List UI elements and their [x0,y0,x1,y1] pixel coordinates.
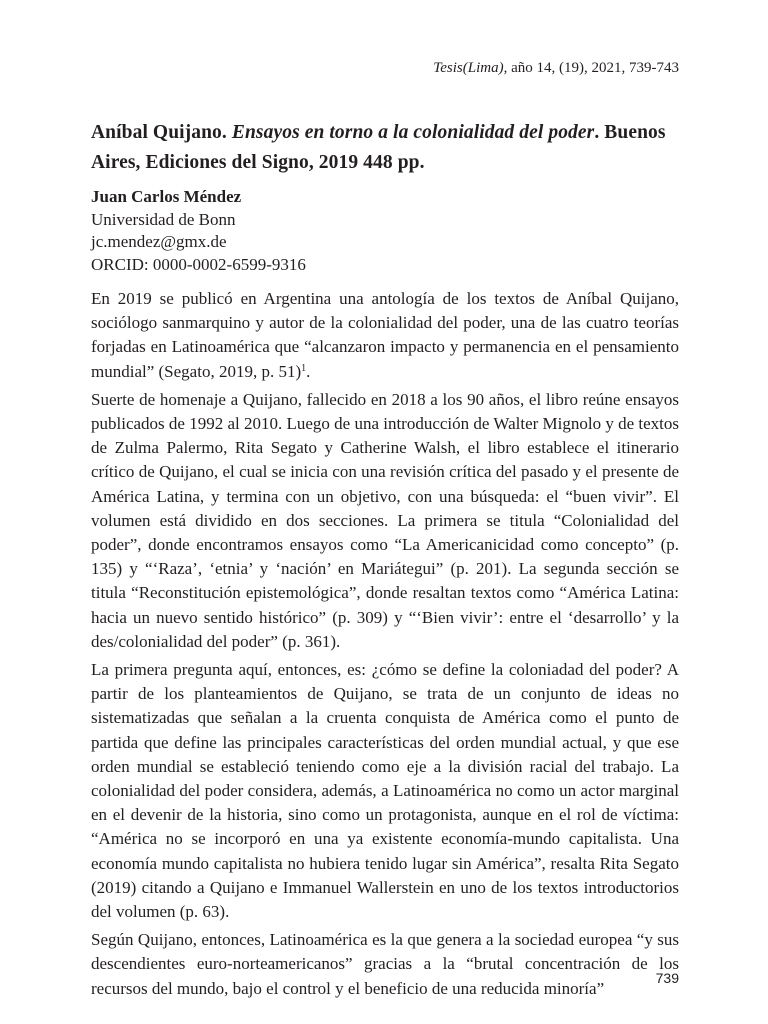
reviewed-author: Aníbal Quijano. [91,122,227,143]
paragraph-2: Suerte de homenaje a Quijano, fallecido en 2018 a los 90 años, el libro reúne ensayos publicados de 1992 al 2010. Luego de una introducción de Walter Mignolo y de textos de Zulma Palermo, Rita Segato y Catherine Walsh, el libro establece el itinerario crítico de Quijano, el cual se inicia con una revisión crítica del pasado y el presente de América Latina, y termina con un objetivo, con una búsqueda: el “buen vivir”. El volumen está dividido en dos secciones. La primera se titula “Colonialidad del poder”, donde encontramos ensayos como “La Americanicidad como concepto” (p. 135) y “‘Raza’, ‘etnia’ y ‘nación’ en Mariátegui” (p. 201). La segunda sección se titula “Reconstitución epistemológica”, donde resaltan textos como “América Latina: hacia un nuevo sentido histórico” (p. 309) y “‘Bien vivir’: entre el ‘desarrollo’ y la des/colonialidad del poder” (p. 361). [91,389,679,651]
journal-name: Tesis(Lima) [433,60,504,76]
reviewer-email: jc.mendez@gmx.de [91,232,227,251]
footnote-marker: 1 [301,362,307,374]
paragraph-1-text: En 2019 se publicó en Argentina una antología de los textos de Aníbal Quijano, sociólogo sanmarquino y autor de la colonialidad del poder, una de las cuatro teorías forjadas en Latinoamérica que “alcanzaron impacto y permanencia en el pensamiento mundial” (Segato, 2019, p. 51) [91,289,679,381]
publication-details: . Buenos Aires, Ediciones del Signo, 2019 448 pp. [91,122,666,173]
reviewer-affiliation: Universidad de Bonn [91,209,236,229]
paragraph-4: Según Quijano, entonces, Latinoamérica es la que genera a la sociedad europea “y sus descendientes euro-norteamericanos” gracias a la “brutal concentración de los recursos del mundo, bajo el control y el beneficio de una reducida minoría” [91,930,679,998]
reviewer-orcid: ORCID: 0000-0002-6599-9316 [91,254,306,274]
paragraph-3: La primera pregunta aquí, entonces, es: ¿cómo se define la coloniadad del poder? A partir de los planteamientos de Quijano, se trata de un conjunto de ideas no sistematizadas que señalan a la cruenta conquista de América como el punto de partida que define las principales características del orden mundial actual, y que ese orden mundial se estableció teniendo como eje a la división racial del trabajo. La colonialidad del poder considera, además, a Latinoamérica no como un actor marginal en el devenir de la historia, sino como un protagonista, aunque en el rol de víctima: “América no se incorporó en una ya existente economía-mundo capitalista. Una economía mundo capitalista no hubiera tenido lugar sin América”, resalta Rita Segato (2019) citando a Quijano e Immanuel Wallerstein en uno de los textos introductorios del volumen (p. 63). [91,660,679,922]
page-number: 739 [655,970,679,986]
reviewer-info [91,186,306,276]
reviewer-name: Juan Carlos Méndez [91,187,242,206]
journal-citation: , año 14, (19), 2021, 739-743 [503,60,679,76]
paragraph-1 [91,287,679,384]
review-body [91,287,679,1005]
paragraph-1-end: . [306,361,311,381]
book-title: Ensayos en torno a la colonialidad del poder [231,122,595,143]
running-head [433,60,679,77]
review-title [91,118,691,178]
